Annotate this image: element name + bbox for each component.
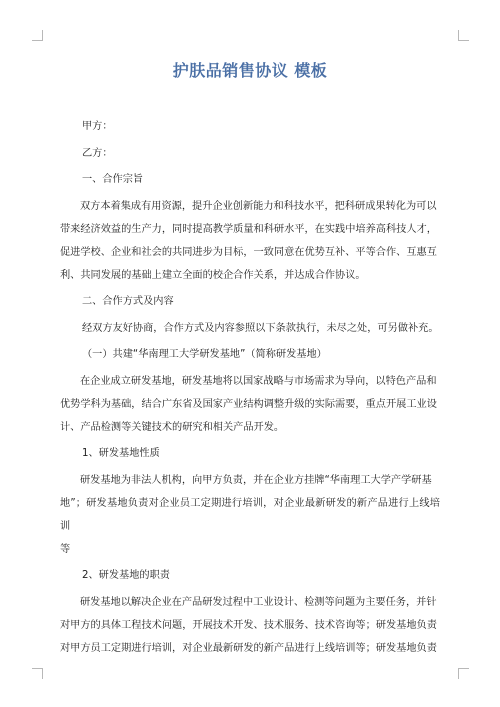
item-1-heading: 1、研发基地性质 (82, 448, 160, 459)
item-2-line: 研发基地以解决企业在产品研发过程中工业设计、检测等问题为主要任务，并针 (80, 596, 437, 608)
page-corner-mark-top-left (32, 30, 43, 41)
page-corner-mark-top-right (458, 30, 469, 41)
subsection-1-body (60, 370, 440, 439)
subsection-1-line: 计、产品检测等关键技术的研究和相关产品开发。 (60, 421, 285, 433)
section-2-intro: 经双方友好协商，合作方式及内容参照以下条款执行，未尽之处，可另做补充。 (82, 322, 439, 334)
item-1-body (60, 469, 440, 561)
document-title: 护肤品销售协议 模板 (172, 61, 328, 80)
item-2-line: 对甲方的具体工程技术问题，开展技术开发、技术服务、技术咨询等；研发基地负责 (60, 619, 437, 631)
item-1-line: 等 (60, 543, 71, 555)
party-b-line: 乙方： (82, 147, 113, 159)
section-1-line: 双方本着集成有用资源，提升企业创新能力和科技水平，把科研成果转化为可以 (80, 200, 437, 212)
item-2-line: 对甲方员工定期进行培训，对企业最新研发的新产品进行上线培训等；研发基地负责 (60, 642, 437, 654)
subsection-1-heading: （一）共建“华南理工大学研发基地”（简称研发基地） (82, 349, 327, 360)
page-corner-mark-bottom-left (32, 668, 43, 679)
item-1-line: 研发基地为非法人机构，向甲方负责，并在企业方挂牌“华南理工大学产学研基 (80, 474, 432, 486)
section-1-line: 带来经济效益的生产力，同时提高教学质量和科研水平，在实践中培养高科技人才， (60, 223, 437, 235)
subsection-1-line: 在企业成立研发基地，研发基地将以国家战略与市场需求为导向，以特色产品和 (80, 375, 437, 387)
page-corner-mark-bottom-right (458, 668, 469, 679)
section-1-line: 促进学校、企业和社会的共同进步为目标，一致同意在优势互补、平等合作、互惠互 (60, 246, 437, 258)
document-body (60, 60, 440, 663)
section-1-body (60, 195, 440, 287)
party-a-line: 甲方： (82, 121, 113, 132)
section-2-heading: 二、合作方式及内容 (82, 296, 174, 307)
item-1-line: 地”；研发基地负责对企业员工定期进行培训，对企业最新研发的新产品进行上线培训 (60, 497, 440, 532)
item-2-heading: 2、研发基地的职责 (82, 570, 170, 581)
subsection-1-line: 优势学科为基础，结合广东省及国家产业结构调整升级的实际需要，重点开展工业设 (60, 398, 437, 410)
item-2-body (60, 591, 440, 660)
section-1-heading: 一、合作宗旨 (82, 174, 144, 185)
section-1-line: 利、共同发展的基础上建立全面的校企合作关系，并达成合作协议。 (60, 269, 366, 281)
